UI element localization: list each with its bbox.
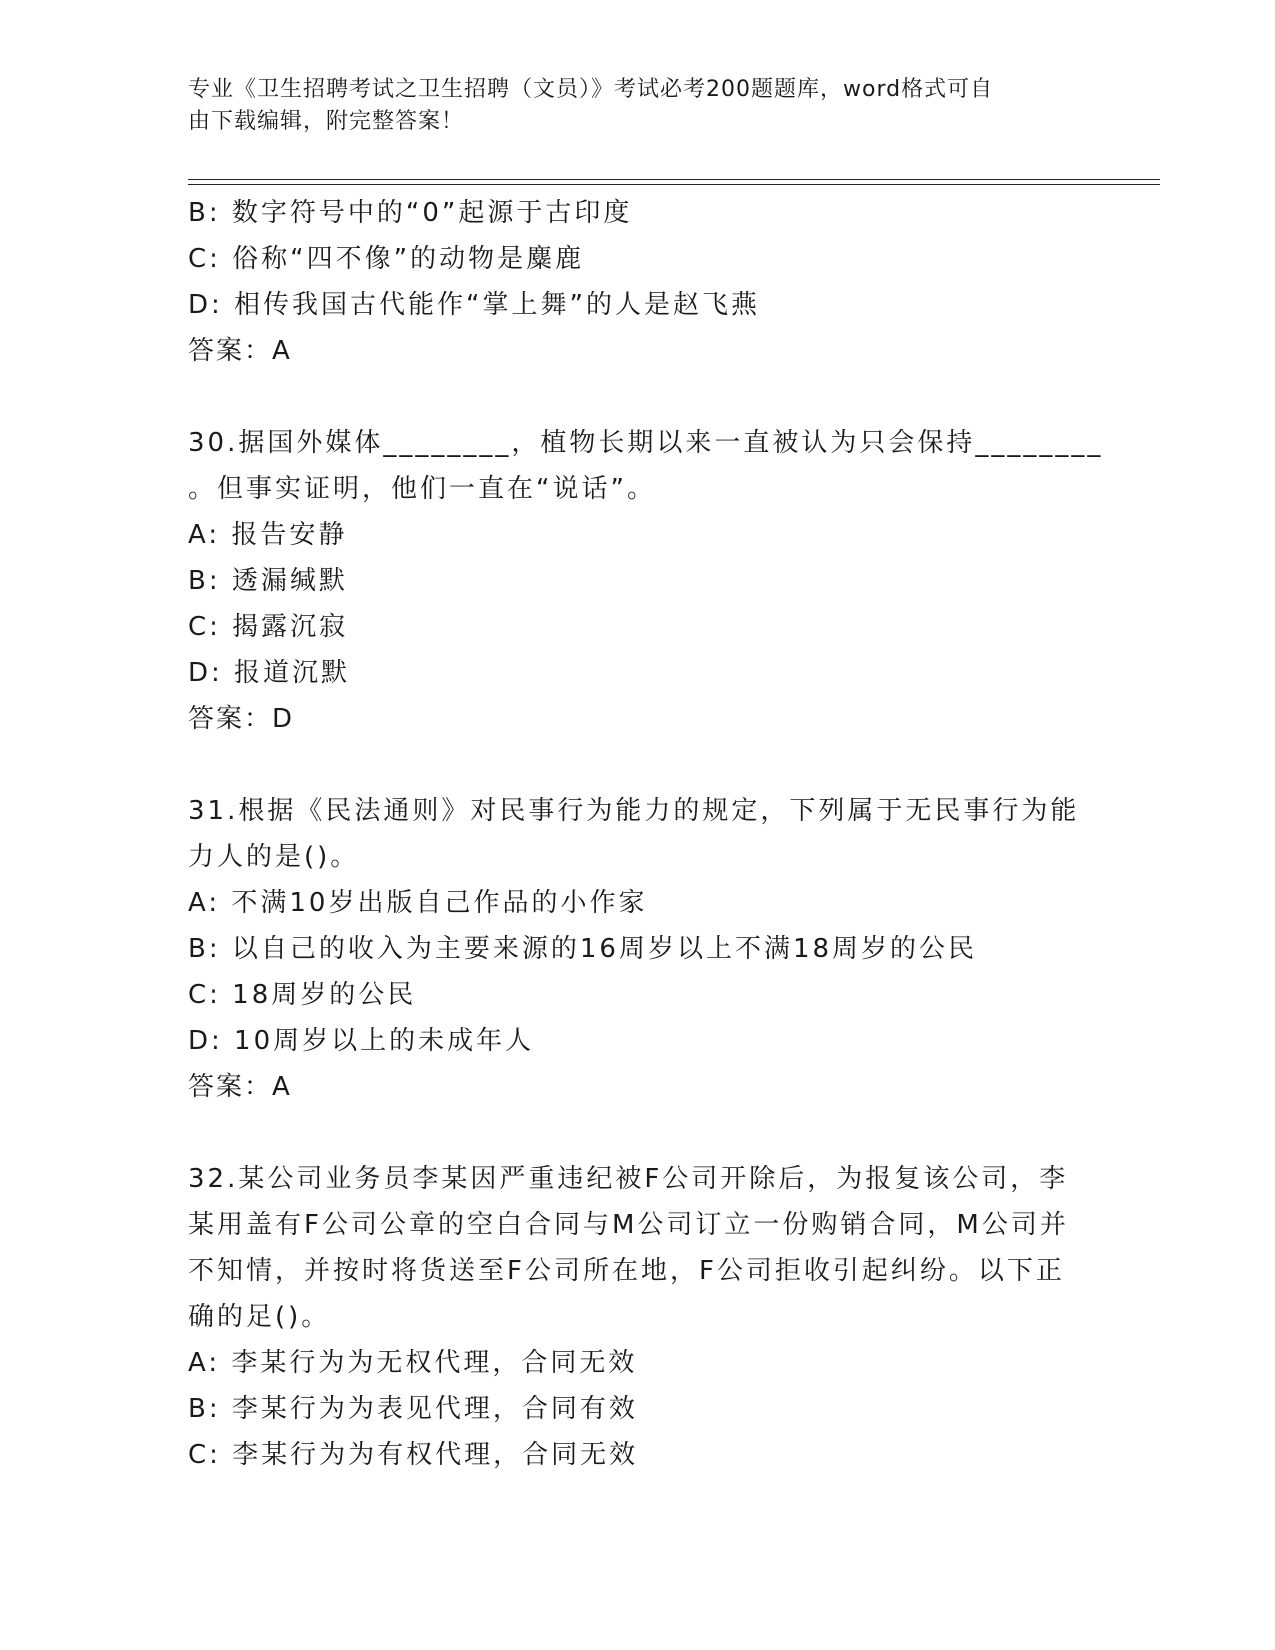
option-d: D: 10周岁以上的未成年人 — [188, 1026, 535, 1056]
option-b: B: 数字符号中的“0”起源于古印度 — [188, 198, 633, 228]
question-content — [188, 190, 1104, 1478]
answer: 答案：A — [188, 336, 292, 366]
question-30 — [188, 420, 1104, 742]
option-b: B: 以自己的收入为主要来源的16周岁以上不满18周岁的公民 — [188, 934, 978, 964]
spacer — [188, 742, 1088, 788]
question-32 — [188, 1156, 1088, 1478]
answer: 答案：D — [188, 704, 295, 734]
option-a: A: 报告安静 — [188, 520, 348, 550]
question-stem-line-1: 30.据国外媒体________，植物长期以来一直被认为只会保持________ — [188, 428, 1104, 458]
answer: 答案：A — [188, 1072, 292, 1102]
option-d: D: 报道沉默 — [188, 658, 351, 688]
question-stem-line-1: 32.某公司业务员李某因严重违纪被F公司开除后，为报复该公司，李 — [188, 1164, 1069, 1194]
question-stem-line-2: 某用盖有F公司公章的空白合同与M公司订立一份购销合同，M公司并 — [188, 1210, 1069, 1240]
question-stem-line-2: 力人的是()。 — [188, 842, 360, 872]
document-header — [188, 74, 1068, 138]
header-line-2: 由下载编辑，附完整答案！ — [188, 109, 465, 134]
option-a: A: 李某行为为无权代理，合同无效 — [188, 1348, 638, 1378]
question-stem-line-1: 31.根据《民法通则》对民事行为能力的规定，下列属于无民事行为能 — [188, 796, 1080, 826]
option-c: C: 揭露沉寂 — [188, 612, 349, 642]
header-rule-bottom — [188, 184, 1160, 185]
question-stem-line-4: 确的足()。 — [188, 1302, 331, 1332]
question-31 — [188, 788, 1088, 1110]
question-29 — [188, 190, 1088, 374]
spacer — [188, 374, 1088, 420]
option-c: C: 俗称“四不像”的动物是麋鹿 — [188, 244, 585, 274]
question-stem-line-3: 不知情，并按时将货送至F公司所在地，F公司拒收引起纠纷。以下正 — [188, 1256, 1065, 1286]
header-rule-top — [188, 179, 1160, 180]
header-line-1: 专业《卫生招聘考试之卫生招聘（文员）》考试必考200题题库，word格式可自 — [188, 77, 994, 102]
option-a: A: 不满10岁出版自己作品的小作家 — [188, 888, 648, 918]
option-d: D: 相传我国古代能作“掌上舞”的人是赵飞燕 — [188, 290, 760, 320]
option-c: C: 18周岁的公民 — [188, 980, 417, 1010]
option-c: C: 李某行为为有权代理，合同无效 — [188, 1440, 639, 1470]
option-b: B: 透漏缄默 — [188, 566, 348, 596]
option-b: B: 李某行为为表见代理，合同有效 — [188, 1394, 638, 1424]
question-stem-line-2: 。但事实证明，他们一直在“说话”。 — [188, 474, 656, 504]
spacer — [188, 1110, 1088, 1156]
